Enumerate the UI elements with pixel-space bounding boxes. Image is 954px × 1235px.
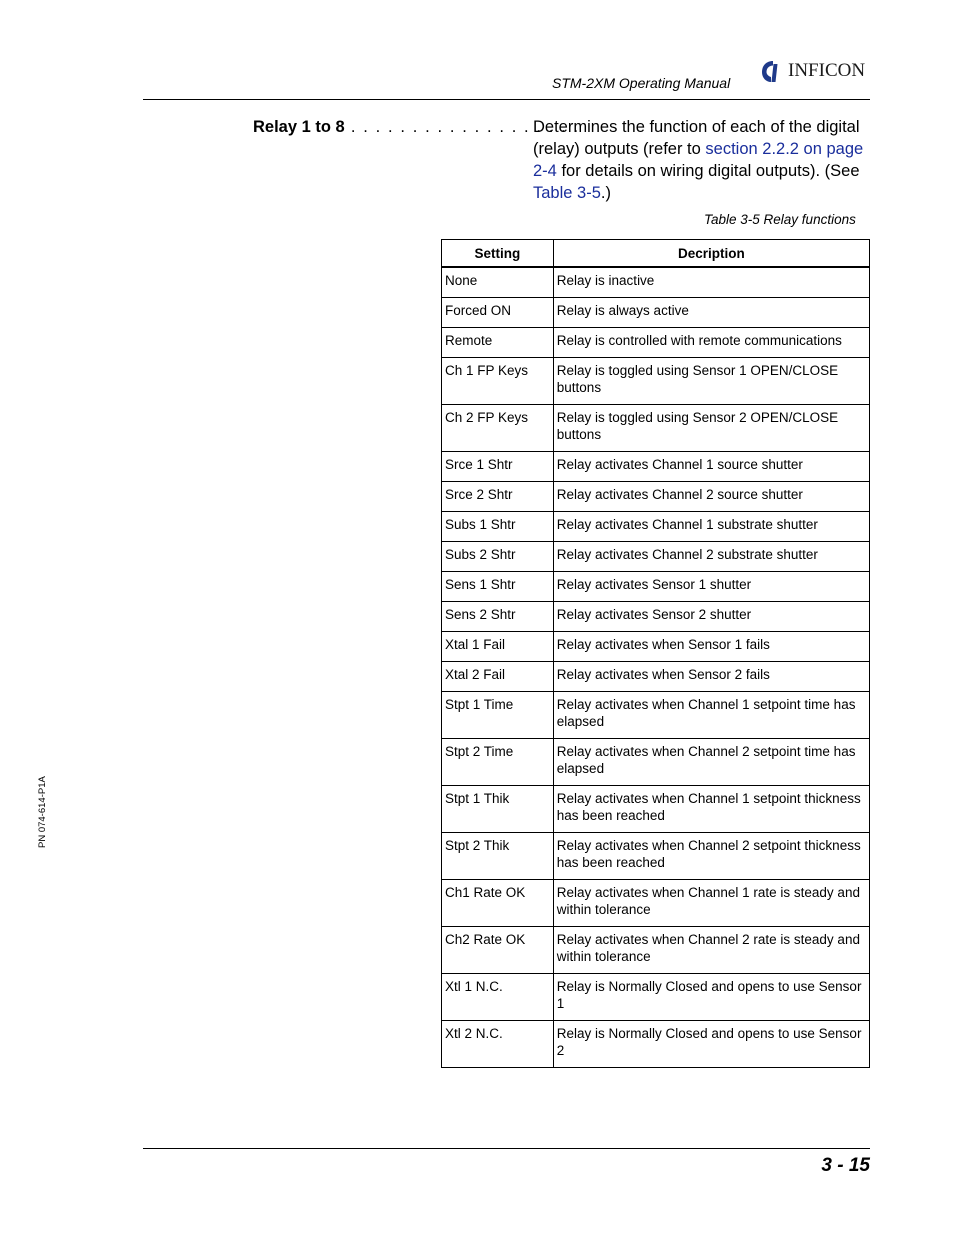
table-body [442, 267, 870, 1068]
entry-description [533, 116, 873, 204]
setting-cell: Stpt 1 Time [442, 692, 554, 739]
inficon-logo-mark-icon [760, 58, 786, 84]
description-cell: Relay activates when Channel 1 setpoint thickness has been reached [553, 786, 869, 833]
setting-cell: None [442, 267, 554, 298]
setting-cell: Xtal 2 Fail [442, 662, 554, 692]
table-row [442, 267, 870, 298]
table-row [442, 880, 870, 927]
description-cell: Relay activates Channel 2 substrate shutter [553, 542, 869, 572]
part-number: PN 074-614-P1A [37, 776, 48, 848]
manual-title: STM-2XM Operating Manual [552, 75, 731, 91]
description-cell: Relay activates when Sensor 1 fails [553, 632, 869, 662]
inficon-logo [760, 58, 865, 84]
table-row [442, 328, 870, 358]
description-cell: Relay activates when Channel 1 rate is steady and within tolerance [553, 880, 869, 927]
description-cell: Relay is Normally Closed and opens to use Sensor 1 [553, 974, 869, 1021]
table-row [442, 358, 870, 405]
entry-text-before: Determines the function of each of the digital (relay) outputs (refer to [533, 118, 860, 158]
description-cell: Relay is Normally Closed and opens to use Sensor 2 [553, 1021, 869, 1068]
entry-text-after: .) [600, 184, 611, 202]
entry-term: Relay 1 to 8 [253, 118, 345, 136]
description-cell: Relay activates when Channel 1 setpoint time has elapsed [553, 692, 869, 739]
setting-cell: Forced ON [442, 298, 554, 328]
table-row [442, 833, 870, 880]
setting-cell: Srce 1 Shtr [442, 452, 554, 482]
description-cell: Relay activates when Channel 2 rate is steady and within tolerance [553, 927, 869, 974]
description-cell: Relay activates when Channel 2 setpoint thickness has been reached [553, 833, 869, 880]
setting-cell: Subs 2 Shtr [442, 542, 554, 572]
description-cell: Relay is inactive [553, 267, 869, 298]
column-header-setting: Setting [442, 240, 554, 268]
relay-functions-table [441, 239, 870, 1068]
section-link[interactable]: section 2.2.2 on page 2-4 [533, 140, 864, 180]
description-cell: Relay activates when Channel 2 setpoint time has elapsed [553, 739, 869, 786]
description-cell: Relay activates Sensor 2 shutter [553, 602, 869, 632]
column-header-description: Decription [553, 240, 869, 268]
entry-text-middle: for details on wiring digital outputs). (See [556, 162, 860, 180]
setting-cell: Ch 2 FP Keys [442, 405, 554, 452]
table-row [442, 452, 870, 482]
entry-term-line [253, 118, 580, 137]
setting-cell: Ch 1 FP Keys [442, 358, 554, 405]
table-row [442, 482, 870, 512]
description-cell: Relay is toggled using Sensor 1 OPEN/CLOSE buttons [553, 358, 869, 405]
description-cell: Relay activates Channel 1 source shutter [553, 452, 869, 482]
table-row [442, 572, 870, 602]
dot-leader: . . . . . . . . . . . . . . . . . . . [344, 118, 580, 136]
table-row [442, 692, 870, 739]
description-cell: Relay activates Sensor 1 shutter [553, 572, 869, 602]
table-row [442, 298, 870, 328]
logo-wordmark: INFICON [788, 60, 866, 81]
table-row [442, 405, 870, 452]
table-row [442, 1021, 870, 1068]
description-cell: Relay is toggled using Sensor 2 OPEN/CLOSE buttons [553, 405, 869, 452]
table-link[interactable]: Table 3-5 [533, 184, 601, 202]
setting-cell: Sens 1 Shtr [442, 572, 554, 602]
description-cell: Relay is controlled with remote communications [553, 328, 869, 358]
setting-cell: Stpt 2 Time [442, 739, 554, 786]
table-row [442, 512, 870, 542]
setting-cell: Ch2 Rate OK [442, 927, 554, 974]
table-row [442, 632, 870, 662]
setting-cell: Remote [442, 328, 554, 358]
table-caption: Table 3-5 Relay functions [704, 212, 856, 227]
table-row [442, 739, 870, 786]
setting-cell: Xtal 1 Fail [442, 632, 554, 662]
table-row [442, 662, 870, 692]
table-row [442, 974, 870, 1021]
footer-rule [143, 1148, 870, 1149]
setting-cell: Stpt 2 Thik [442, 833, 554, 880]
table-row [442, 542, 870, 572]
description-cell: Relay activates when Sensor 2 fails [553, 662, 869, 692]
description-cell: Relay is always active [553, 298, 869, 328]
setting-cell: Srce 2 Shtr [442, 482, 554, 512]
table-row [442, 927, 870, 974]
table-header-row [442, 240, 870, 268]
setting-cell: Ch1 Rate OK [442, 880, 554, 927]
table-row [442, 602, 870, 632]
setting-cell: Xtl 1 N.C. [442, 974, 554, 1021]
description-cell: Relay activates Channel 2 source shutter [553, 482, 869, 512]
setting-cell: Xtl 2 N.C. [442, 1021, 554, 1068]
setting-cell: Sens 2 Shtr [442, 602, 554, 632]
description-cell: Relay activates Channel 1 substrate shutter [553, 512, 869, 542]
setting-cell: Subs 1 Shtr [442, 512, 554, 542]
setting-cell: Stpt 1 Thik [442, 786, 554, 833]
header-rule [143, 99, 870, 100]
page-number: 3 - 15 [821, 1155, 870, 1176]
table-row [442, 786, 870, 833]
